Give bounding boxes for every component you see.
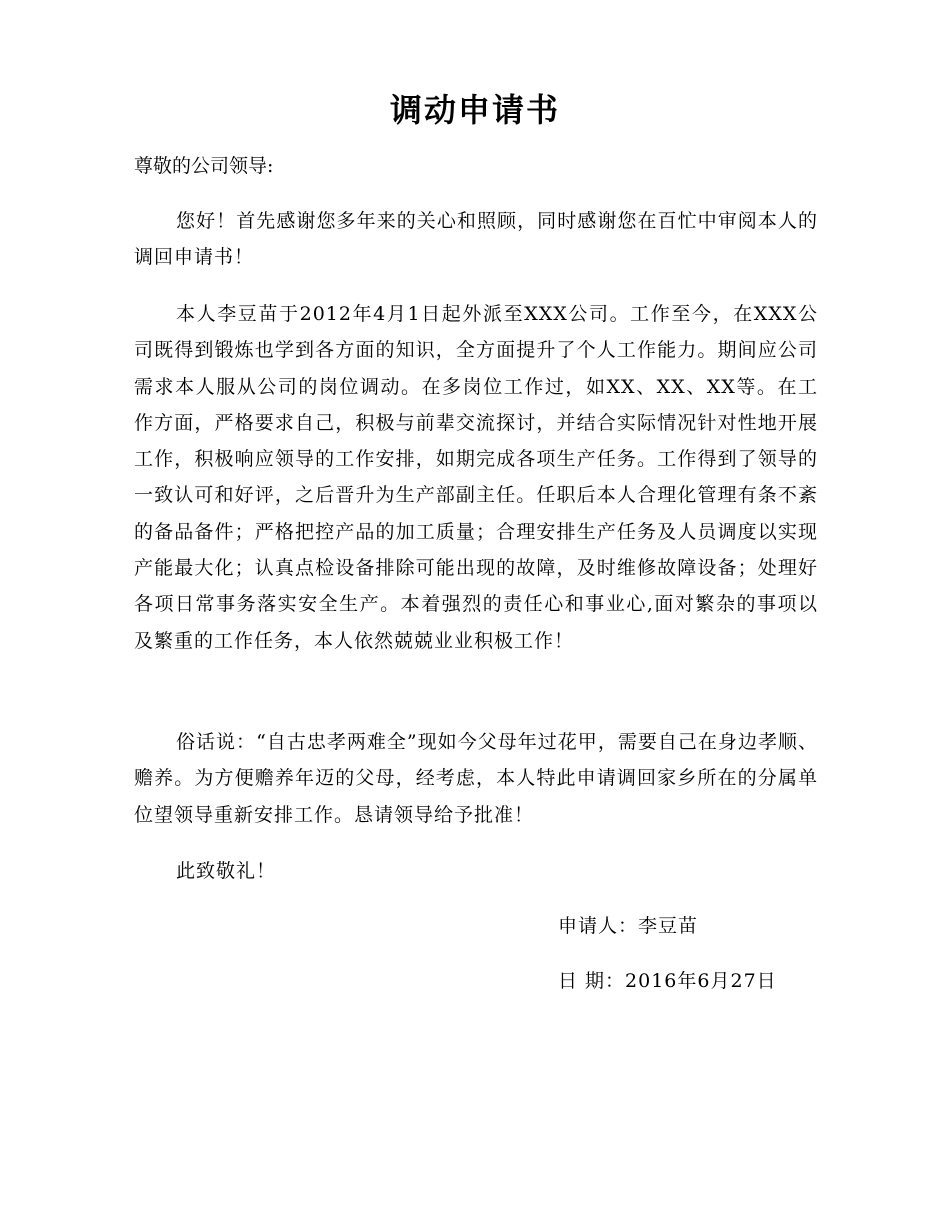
date-line (558, 966, 777, 996)
applicant-line (558, 911, 698, 941)
date-value: 2016年6月27日 (625, 970, 777, 992)
applicant-label: 申请人： (558, 915, 639, 937)
document-title: 调动申请书 (389, 91, 560, 129)
date-label: 日 期： (558, 970, 626, 992)
applicant-name: 李豆苗 (638, 915, 699, 937)
paragraph-request-reason: 俗话说：“自古忠孝两难全”现如今父母年过花甲，需要自己在身边孝顺、赡养。为方便赡养年迈的父母，经考虑，本人特此申请调回家乡所在的分属单位望领导重新安排工作。恳请领导给予批准！ (134, 731, 818, 826)
paragraph-greeting: 您好！首先感谢您多年来的关心和照顾，同时感谢您在百忙中审阅本人的调回申请书！ (134, 210, 818, 269)
closing-salute: 此致敬礼！ (176, 860, 277, 882)
paragraph-work-history: 本人李豆苗于2012年4月1日起外派至XXX公司。工作至今，在XXX公司既得到锻炼也学到各方面的知识，全方面提升了个人工作能力。期间应公司需求本人服从公司的岗位调动。在多岗位工作过，如XX、XX、XX等。在工作方面，严格要求自己，积极与前辈交流探讨，并结合实际情况针对性地开展工作，积极响应领导的工作安排，如期完成各项生产任务。工作得到了领导的一致认可和好评，之后晋升为生产部副主任。任职后本人合理化管理有条不紊的备品备件；严格把控产品的加工质量；合理安排生产任务及人员调度以实现产能最大化；认真点检设备排除可能出现的故障，及时维修故障设备；处理好各项日常事务落实安全生产。本着强烈的责任心和事业心,面对繁杂的事项以及繁重的工作任务，本人依然兢兢业业积极工作！ (134, 303, 818, 652)
salutation: 尊敬的公司领导: (134, 155, 274, 177)
